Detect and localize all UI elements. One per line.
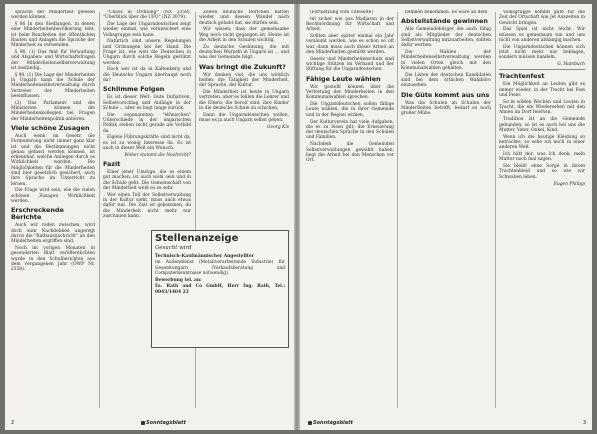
right-col2-para: Alle Gemeindebürger die auch fähig sind als Mitglieder der deutschen Selbstverwaltung mitzuarbeiten, sollten dafür werben.	[401, 27, 491, 49]
left-col2-para: Eigene Führungskräfte sind nicht da, es ist zu wenig Interesse da. Es ist auch in dieser Welt ein Wunsch.	[103, 135, 191, 152]
ad-contact-label: Bewerbung tel. an:	[155, 277, 202, 283]
right-col1-para: Sollten aber später einmal ein Jahr versäumt werden, wie es schon so oft war, dann muss auch dieser Arbeit an den Minderheiten gestärkt werden.	[306, 34, 394, 56]
brand-logo-icon	[141, 421, 145, 425]
left-col2-para: Es ist dieser Welt: Gute Initiativen, Selbstvorschlag und Anfänge in der Schule ... aber es liegt lange zurück.	[103, 95, 191, 111]
left-col1-para: Auch wir reden zwischen, wird doch zum Nachdenken angeregt durch die "Rathausnachricht" an den Minderheiten ergriffen sind.	[11, 223, 95, 245]
right-column-3	[499, 10, 585, 410]
left-page-number: 2	[11, 420, 15, 426]
left-page	[5, 4, 294, 430]
left-column-1	[11, 10, 95, 410]
right-col3-para: Die Ungarndeutschen können sich jetzt nicht mehr nur beklagen, sondern müssen handeln.	[499, 44, 585, 61]
left-col1-para: § 98. (1) Die Lage der Minderheiten in Ungarn kann die Schule der Minderheitenselbstverwaltung durch Vertreter der Minderheiten beeinflussen.	[11, 72, 95, 99]
right-col1-para: Die Ungarndeutschen sollen fähige Leute wählen, die in ihrer Gemeinde und in der Region wirken.	[306, 102, 394, 118]
right-col2-para: Die Listen der deutschen Kandidaten sind bei dem örtlichen Wahlbüro einzusehen.	[401, 72, 491, 89]
right-col1-para: Gesetz und Minderheitenschutz sind wichtige Stützen im Verband und der Stiftung für die Ungarndeutschen.	[306, 56, 394, 73]
left-col2-heading-fazit: Fazit	[103, 160, 121, 169]
right-col2-heading-guete: Die Güte kommt aus uns	[401, 90, 490, 99]
right-page-number: 3	[582, 420, 586, 426]
left-footer-brand: Sonntagsblatt	[141, 420, 186, 426]
left-col1-para: § 86 In den Siedlungen, in denen eine Minderheitenbevölkerung lebt, ist beim Bearbeiten der öffentlichen Bauten und Anlagen die Sprache der Minderheit zu verwenden.	[11, 22, 95, 49]
ad-body: im Außendienst (Metallverarbeitende Industrie) für Gesamtungarn (Verkaufsberatung und Computerkenntnisse notwendig).	[155, 260, 285, 276]
right-col3-para: Sie bleibt ohne Sorge in ihrem Trachtenkleid und so wie wir Schwaben leben.	[499, 164, 585, 180]
ad-title: Stellenanzeige	[155, 233, 239, 244]
right-col3-para: So in wilden Wochen und Leuten in Tracht, die ein Wiedersehen mit den Ahnen im Dorf feierten.	[499, 99, 585, 116]
section-divider	[499, 69, 585, 70]
left-col1-heading-berichte: Erschreckende Berichte	[11, 206, 64, 222]
left-col3-para: Dann die Ungarndeutschen wollen, muss es ja auch Ungarn selbst geben.	[199, 112, 289, 124]
right-col1-heading-waehlen: Fähige Leute wählen	[306, 74, 381, 83]
right-col3-heading-trachtenfest: Trachtenfest	[499, 72, 545, 81]
left-column-3	[199, 10, 289, 226]
left-col2-para: "Chaos in Ordnung" (NZ 2358), "Überblick über die UFO" (NZ 3079).	[103, 10, 191, 21]
left-col1-heading-zusagen: Viele schöne Zusagen	[11, 123, 90, 132]
left-col2-para: Wer einen Teil der Selbstverwaltung in der Kultur sieht, muss auch etwas dafür tun. Die Zeit ist gekommen, da die Minderheit nicht mehr nur zuschauen kann.	[103, 192, 191, 219]
column-divider	[397, 12, 398, 408]
left-col2-para: Natürlich sind unsere Regelungen und Ordnungen bei der Hand. Die Frage ist, wie weit die Deutschen in Ungarn durch solche Regeln gestützt werden.	[103, 39, 191, 66]
right-col3-para: Ein Möglichkeit an Leuten gibt es immer wieder, in der Tracht bei Fest und Feier.	[499, 82, 585, 99]
right-column-2	[401, 10, 491, 410]
right-col2-para: Was die Schulen an Schulen der Minderheiten betrifft, bedarf es noch großer Mühe.	[401, 100, 491, 117]
left-col1-para: (2) Das Parlament und die Ministerien können die Minderheitenkollegien bei Fragen der Minderheitenpolitik anhören.	[11, 100, 95, 122]
right-page	[300, 4, 592, 430]
right-col1-para: tel sicher wie aus Madjaren in der Rechtsordnung für Wirtschaft und Arbeit.	[306, 16, 394, 33]
left-column-2	[103, 10, 191, 410]
right-col1-intro: (Fortsetzung vom Titelseite)	[310, 10, 373, 15]
left-col3-byline: Georg Kis	[267, 124, 289, 130]
right-footer-brand: Sonntagsblatt	[308, 420, 353, 426]
left-col3-para: Wir wissen, dass der gemeinsame Weg noch nicht gegangen ist. Heute ist die Arbeit in den Schulen wichtig.	[199, 27, 289, 43]
left-col3-para: Zeiten deutsche Dörfchen hatten wieder und dessen Wandel nach deutsch gehabt hat, sie dürfen sein.	[199, 10, 289, 26]
job-advertisement	[151, 230, 289, 348]
right-col3-intro: Volksgruppe kommt gute für die Zeit der Ortschaft wie Jet Auszeiten in Gewicht bringen.	[499, 10, 585, 26]
right-col3-para: Wenn ich die heutige Kleidung so betrachte, so sehe ich mich in einer anderen Welt.	[499, 134, 585, 151]
right-col3-para: Ich hätt mir, was ich denk, mein Mutter noch mal sagen.	[499, 152, 585, 163]
column-divider	[99, 12, 100, 408]
left-col3-para: Die Minderheit ist heute in Ungarn vertreten, aber es fehlen die Lehrer und die Eltern, die bereit sind, ihre Kinder in die deutsche Schule zu schicken.	[199, 90, 289, 111]
column-divider	[495, 12, 496, 408]
left-col3-para: Zu deutsche Gesinnung, die mit deutschen Wurzeln in Ungarn ist ... und was der Gemeinde folgt.	[199, 44, 289, 61]
right-col2-para: Die Wahlen der Minderheitenselbstverwaltung werden in vielen Orten gleich mit den Kommunalwahlen gehalten.	[401, 49, 491, 71]
right-column-1	[306, 10, 394, 410]
column-divider	[195, 12, 196, 408]
left-col2-para: Einer jener Umzüge, die es einem gut machen, ist auch wohl sein und in die Schule geht. Die Gemeinschaft von der Minderheit weiß es zu sehr.	[103, 170, 191, 192]
right-col1-para: Wir gestellt können über die Vertretung der Minderheiten in den Kommunalwahlen sprechen.	[306, 84, 394, 101]
right-col3-signature: G. Hainbuch	[557, 62, 585, 68]
right-col1-para: Nachdem die Gemeinden Selbstverwaltungen gewählt haben, liegt die Arbeit bei den Menschen vor Ort.	[306, 142, 394, 164]
left-col3-para: Wir denken viel, die uns wirklich helfen: die Tätigkeit der Minderheit, der Sprache, der Kultur.	[199, 72, 289, 89]
left-col3-heading-zukunft: Was bringt die Zukunft?	[199, 62, 286, 71]
left-col1-para: Die Frage wird sein, wie die vielen schönen Zusagen Wirklichkeit werden.	[11, 188, 95, 204]
ad-position: Technisch-Kaufmännischer Angestellter	[155, 253, 254, 259]
left-col2-para: Doch wer ist da in Kaltenberg und die Deutsche Ungarn überhaupt noch da?	[103, 67, 191, 84]
right-col3-para: Das Spiel ist nicht leicht. Wir müssen es gemeinsam tun und uns nicht von anderen abhängig machen.	[499, 27, 585, 43]
left-col2-para: Die Lage der Ungarndeutschen zeigt wieder einmal, wie verunsichert eine Volksgruppe sein kann.	[103, 22, 191, 38]
left-col1-para: Auch wenn im Gesetz die Formulierung nicht immer ganz klar ist und die Bestimmungen nicht genau gefasst werden können, ist erkennbar, welche Anliegen durch es Wirklichkeit werden. Die Möglichkeiten für die Minderheiten sind hier gesetzlich gesichert, auch ihre Sprache im Unterricht zu lernen.	[11, 133, 95, 187]
left-col1-para: § 96. (1) Das Amt für Verwaltung und Abgaben- und Wirtschaftsfragen der Minderheitenselbstverwaltung ist zuständig.	[11, 50, 95, 71]
left-col2-heading-folgen: Schlimme Folgen	[103, 85, 165, 94]
right-col3-para: Tradition ist an die Gemeinde gebunden; so ist es auch bei uns die Mutter, Vater, Onkel, Kind.	[499, 117, 585, 133]
left-col2-quote: Woher stammt die Nachricht?	[124, 152, 191, 158]
brand-logo-icon	[308, 421, 312, 425]
left-col2-para: Die sogenannten "ethnischen" Unterschiede in der ungarischen Politik stehen nicht gerade als Vorbild da.	[103, 112, 191, 134]
right-col3-signature-2: Eugen Philipp	[553, 181, 585, 187]
left-col1-intro: sprache der Minderheit gelesen werden können.	[11, 10, 95, 21]
right-col1-para: Der Kulturverein hat viele Aufgaben, die es zu lösen gilt; die Erneuerung der deutschen Sprache in den Schulen und Familien.	[306, 119, 394, 141]
left-col1-para: Noch im vorigen Monaten in gesonderten Blatt veröffentlichten wurde in den Schulberichten aus dem vergangenen Jahr (ÖWP Nr. 2358).	[11, 245, 95, 273]
right-col2-heading-gewinnen: Abstellstände gewinnen	[401, 17, 488, 26]
ad-subtitle: Gesucht wird	[155, 245, 192, 251]
ad-contact: Fa. Rath and Co GmbH, Herr Ing. Rath, Tel.: 0043/1404 23	[155, 284, 285, 295]
right-col2-intro: nehmen bekommen. Es wäre an dem	[405, 10, 488, 15]
